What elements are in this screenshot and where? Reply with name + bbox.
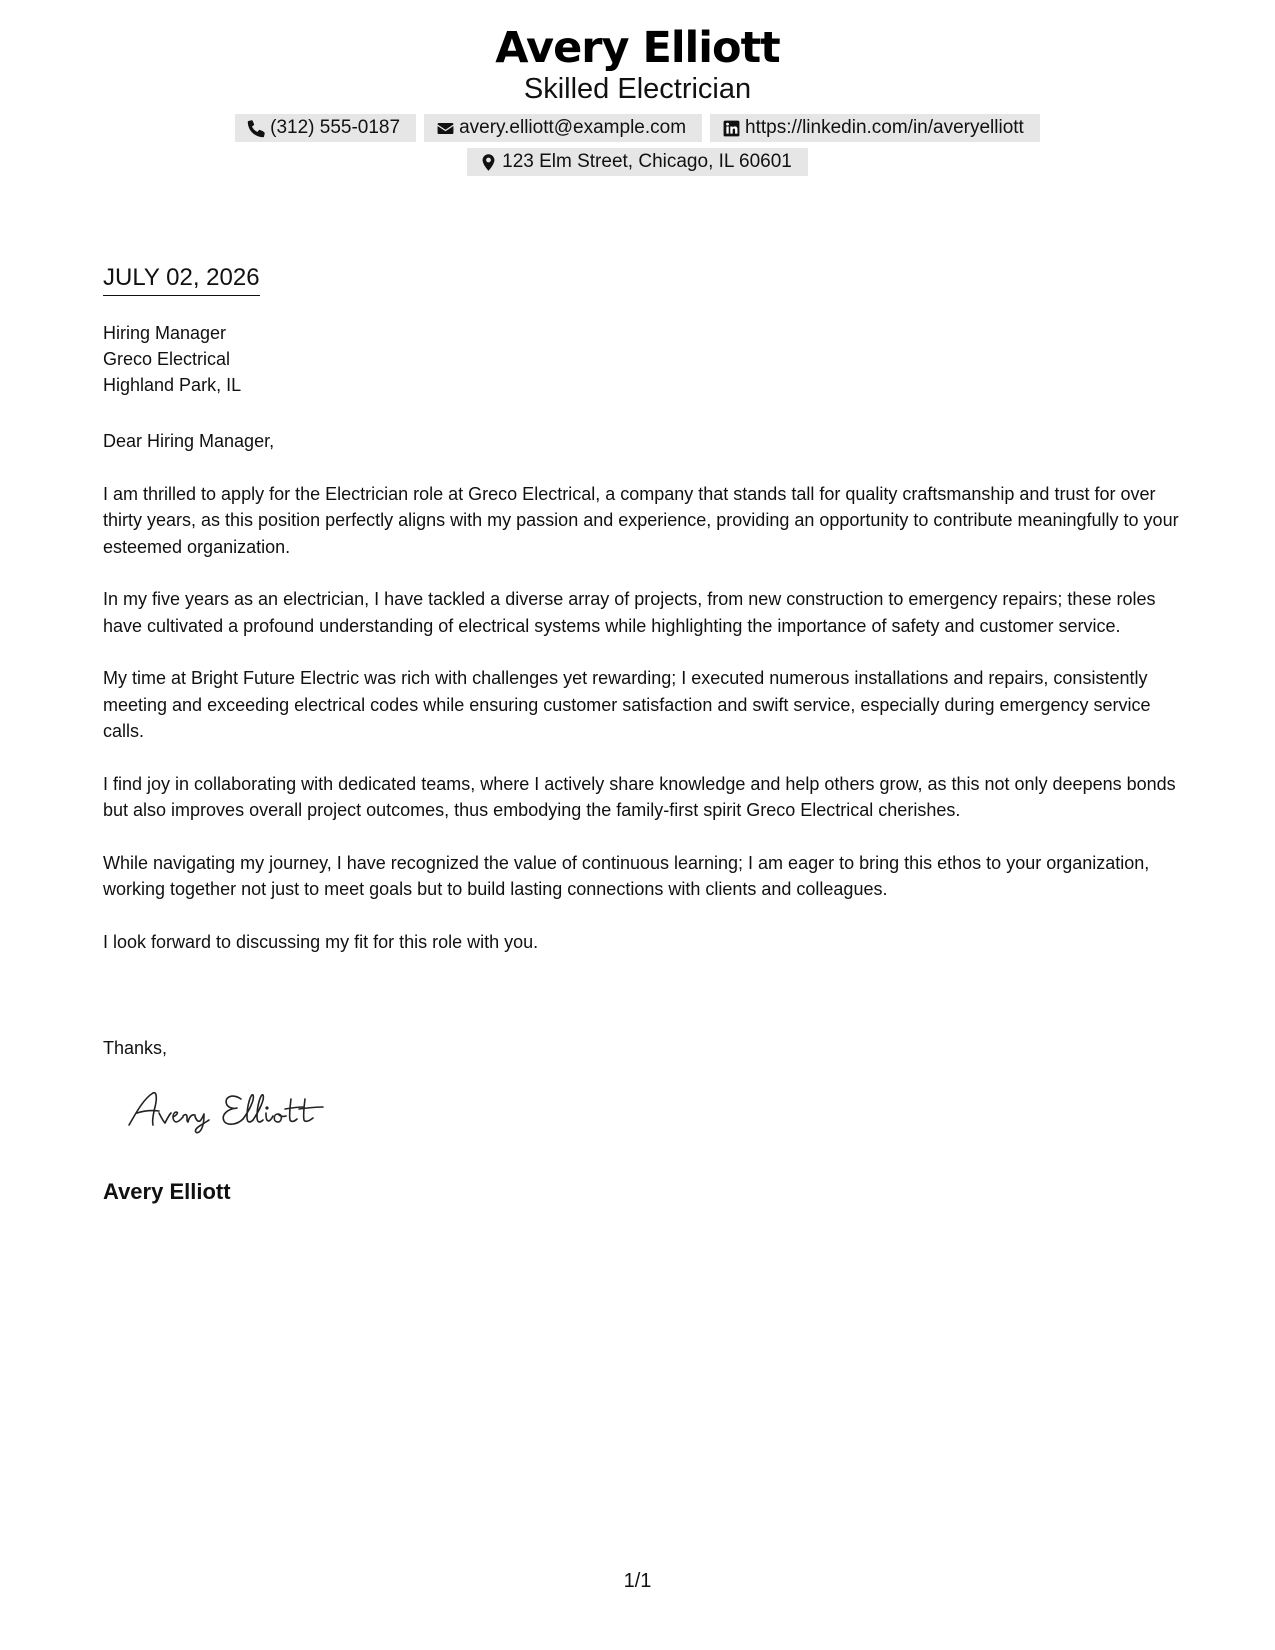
applicant-name: Avery Elliott (495, 23, 780, 73)
body-paragraph: My time at Bright Future Electric was rich with challenges yet rewarding; I executed numerous installations and repairs, consistently meeting and exceeding electrical codes while ensuring customer satisfaction and swift service, especially during emergency service calls. (103, 668, 1151, 741)
body-paragraph: I look forward to discussing my fit for this role with you. (103, 931, 539, 952)
contact-linkedin[interactable] (710, 114, 1040, 142)
contact-email-text: avery.elliott@example.com (459, 117, 687, 138)
page-number: 1/1 (623, 1570, 652, 1592)
contact-linkedin-text: https://linkedin.com/in/averyelliott (745, 117, 1024, 138)
phone-icon (247, 119, 266, 138)
body-paragraph: While navigating my journey, I have recognized the value of continuous learning; I am eager to bring this ethos to your organization, working together not just to meet goals but to build lasting connections with clients and colleagues. (103, 852, 1150, 899)
recipient-line: Hiring Manager (103, 323, 227, 343)
body-paragraph: I am thrilled to apply for the Electrician role at Greco Electrical, a company that stands tall for quality craftsmanship and trust for over thirty years, as this position perfectly aligns with my passion and experience, providing an opportunity to contribute meaningfully to your esteemed organization. (103, 483, 1179, 557)
recipient-location: Highland Park, IL (103, 375, 242, 395)
contact-row-secondary (0, 148, 1275, 176)
letter-body (103, 428, 1183, 981)
applicant-title: Skilled Electrician (523, 73, 752, 105)
contact-row-primary (0, 114, 1275, 142)
letter-date: JULY 02, 2026 (103, 262, 260, 296)
letter-header (0, 22, 1275, 176)
envelope-icon (436, 119, 455, 138)
contact-phone[interactable] (235, 114, 416, 142)
map-pin-icon (479, 153, 498, 172)
contact-address[interactable] (467, 148, 808, 176)
signature-image (123, 1085, 343, 1135)
recipient-company: Greco Electrical (103, 349, 231, 369)
recipient-block (103, 320, 241, 398)
contact-address-text: 123 Elm Street, Chicago, IL 60601 (502, 151, 792, 172)
contact-phone-text: (312) 555-0187 (270, 117, 401, 138)
linkedin-icon (722, 119, 741, 138)
body-paragraph: I find joy in collaborating with dedicated teams, where I actively share knowledge and help others grow, as this not only deepens bonds but also improves overall project outcomes, thus embodying the family-first spirit Greco Electrical cherishes. (103, 773, 1176, 820)
salutation: Dear Hiring Manager, (103, 431, 275, 451)
signer-name: Avery Elliott (103, 1179, 231, 1204)
body-paragraph: In my five years as an electrician, I have tackled a diverse array of projects, from new construction to emergency repairs; these roles have cultivated a profound understanding of electrical systems while highlighting the importance of safety and customer service. (103, 589, 1156, 636)
contact-email[interactable] (424, 114, 702, 142)
closing-line: Thanks, (103, 1038, 168, 1058)
